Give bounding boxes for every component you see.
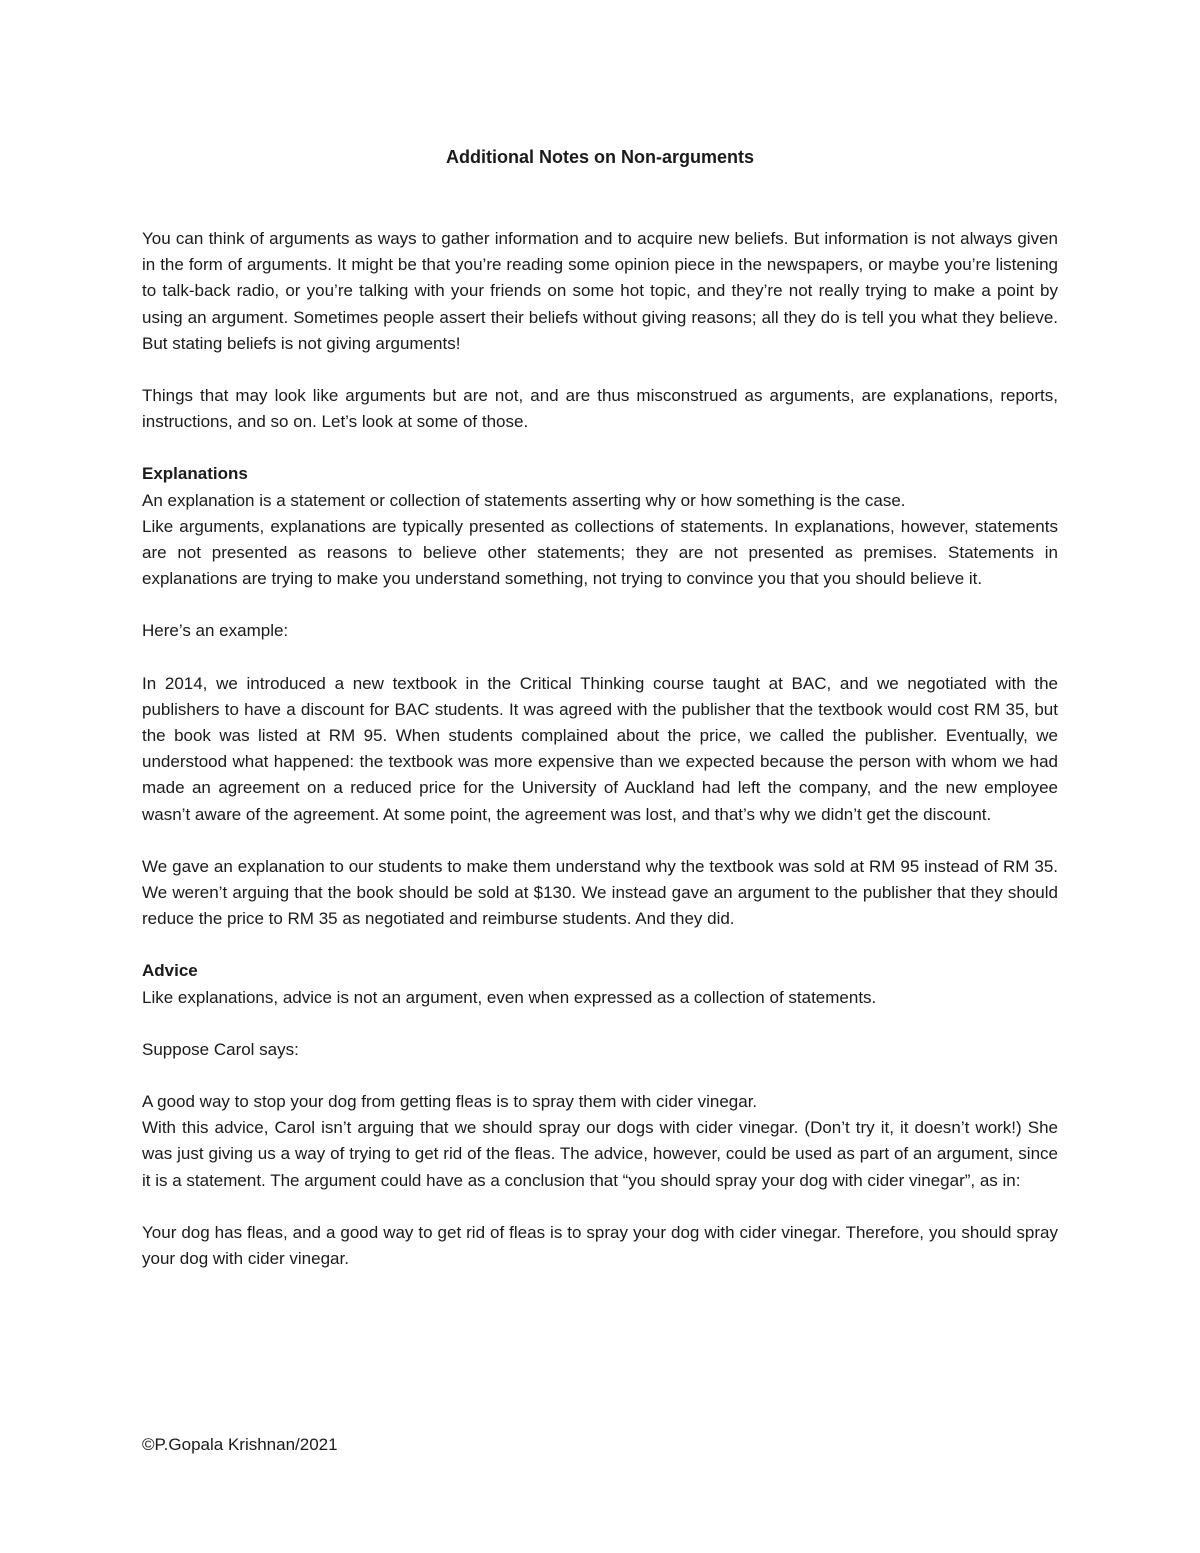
document-body	[142, 226, 1058, 1298]
copyright-footer: ©P.Gopala Krishnan/2021	[142, 1435, 338, 1454]
advice-quote: A good way to stop your dog from getting fleas is to spray them with cider vinegar.	[142, 1092, 758, 1112]
explanation-definition: An explanation is a statement or collection of statements asserting why or how something is the case.	[142, 490, 906, 510]
advice-paragraph: With this advice, Carol isn’t arguing that we should spray our dogs with cider vinegar. (Don’t try it, it doesn’t work!) She was just giving us a way of trying to get rid of the fleas. The advice, however, could be used as part of an argument, since it is a statement. The argument could have as a conclusion that “you should spray your dog with cider vinegar”, as in:	[142, 1118, 1058, 1190]
section-heading-advice: Advice	[142, 961, 198, 981]
explanation-paragraph: Like arguments, explanations are typically presented as collections of statements. In explanations, however, statements are not presented as reasons to believe other statements; they are not presented as premises. Statements in explanations are trying to make you understand something, not trying to convince you that you should believe it.	[142, 516, 1058, 589]
document-title: Additional Notes on Non-arguments	[446, 147, 754, 167]
intro-paragraph-2: Things that may look like arguments but are not, and are thus misconstrued as arguments, are explanations, reports, instructions, and so on. Let’s look at some of those.	[142, 386, 1058, 432]
advice-argument: Your dog has fleas, and a good way to get rid of fleas is to spray your dog with cider vinegar. Therefore, you should spray your dog with cider vinegar.	[142, 1222, 1058, 1269]
intro-paragraph-1: You can think of arguments as ways to gather information and to acquire new beliefs. But information is not always given in the form of arguments. It might be that you’re reading some opinion piece in the newspapers, or maybe you’re listening to talk-back radio, or you’re talking with your friends on some hot topic, and they’re not really trying to make a point by using an argument. Sometimes people assert their beliefs without giving reasons; all they do is tell you what they believe. But stating beliefs is not giving arguments!	[142, 229, 1058, 353]
advice-definition: Like explanations, advice is not an argument, even when expressed as a collection of statements.	[142, 987, 877, 1007]
section-heading-explanations: Explanations	[142, 464, 248, 484]
example-intro: Here’s an example:	[142, 621, 289, 641]
explanation-commentary: We gave an explanation to our students to make them understand why the textbook was sold at RM 95 instead of RM 35. We weren’t arguing that the book should be sold at $130. We instead gave an argument to the publisher that they should reduce the price to RM 35 as negotiated and reimburse students. And they did.	[142, 856, 1058, 929]
document-page	[142, 0, 1058, 1553]
advice-suppose: Suppose Carol says:	[142, 1039, 299, 1059]
example-paragraph: In 2014, we introduced a new textbook in the Critical Thinking course taught at BAC, and we negotiated with the publishers to have a discount for BAC students. It was agreed with the publisher that the textbook would cost RM 35, but the book was listed at RM 95. When students complained about the price, we called the publisher. Eventually, we understood what happened: the textbook was more expensive than we expected because the person with whom we had made an agreement on a reduced price for the University of Auckland had left the company, and the new employee wasn’t aware of the agreement. At some point, the agreement was lost, and that’s why we didn’t get the discount.	[142, 673, 1058, 824]
